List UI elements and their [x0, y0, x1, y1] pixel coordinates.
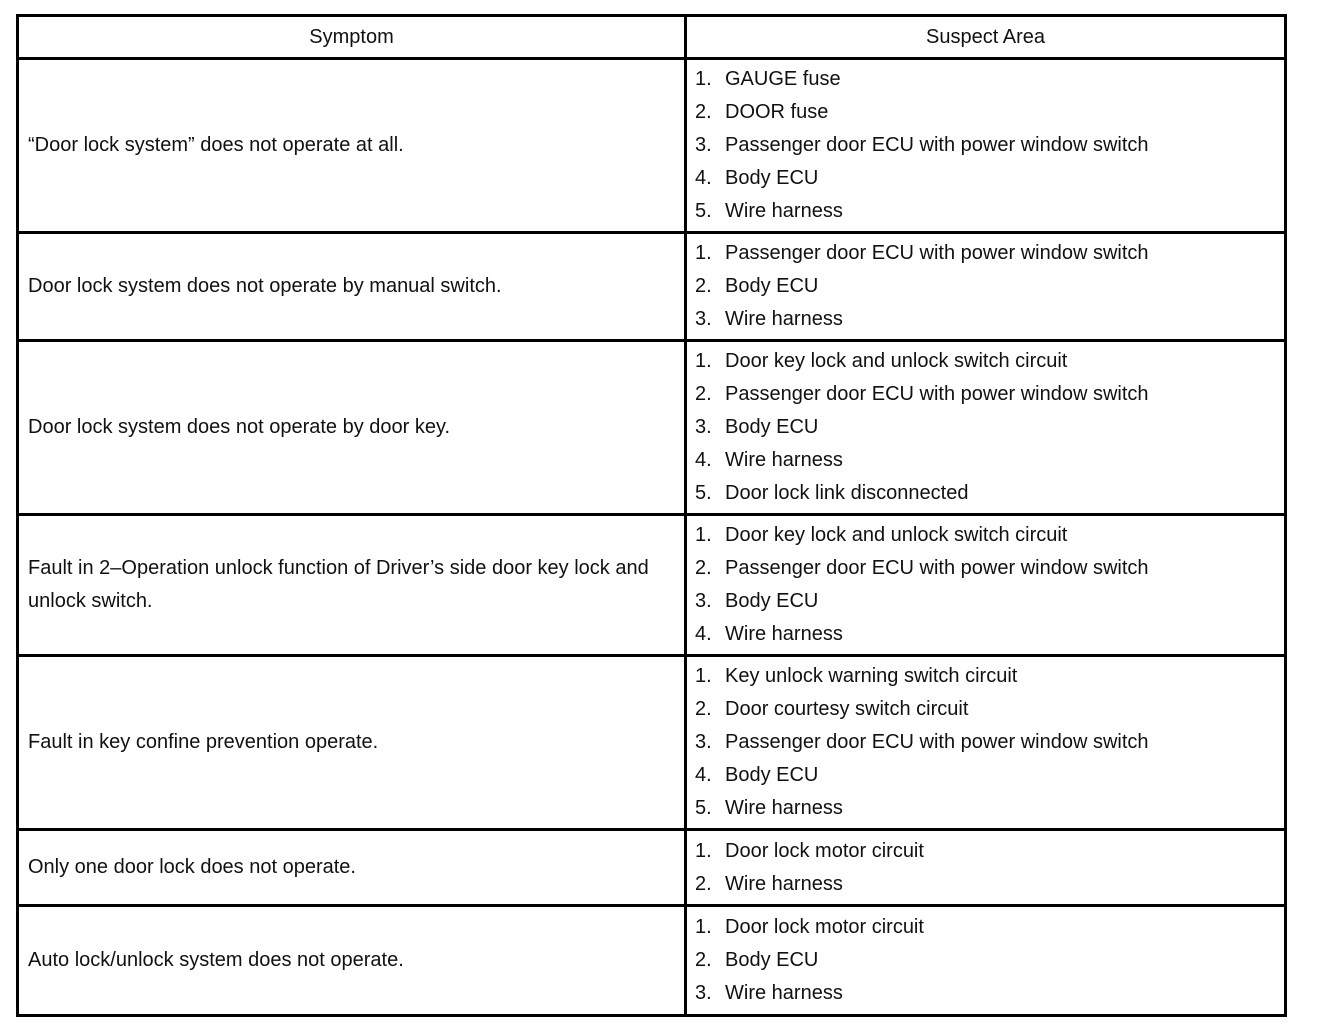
suspect-area-item: [695, 759, 1284, 792]
item-number: 3.: [695, 982, 712, 1004]
suspect-area-item: [695, 129, 1284, 162]
item-number: 2.: [695, 949, 712, 971]
suspect-area-list: [695, 63, 1284, 228]
suspect-area-text: Body ECU: [725, 275, 819, 297]
symptom-cell: Door lock system does not operate by manual switch.: [18, 233, 686, 341]
table-row: [18, 515, 1286, 656]
suspect-area-item: [695, 411, 1284, 444]
item-number: 2.: [695, 275, 712, 297]
suspect-area-text: Door key lock and unlock switch circuit: [725, 350, 1068, 372]
suspect-area-item: [695, 693, 1284, 726]
suspect-area-list: [695, 519, 1284, 651]
suspect-area-item: [695, 519, 1284, 552]
suspect-area-item: [695, 977, 1284, 1010]
suspect-area-item: [695, 585, 1284, 618]
item-number: 2.: [695, 383, 712, 405]
table-row: [18, 59, 1286, 233]
suspect-area-text: Door key lock and unlock switch circuit: [725, 524, 1068, 546]
suspect-area-cell: [686, 656, 1286, 830]
suspect-area-text: Passenger door ECU with power window switch: [725, 383, 1149, 405]
suspect-area-text: Wire harness: [725, 200, 843, 222]
suspect-area-text: DOOR fuse: [725, 101, 829, 123]
suspect-area-item: [695, 63, 1284, 96]
suspect-area-text: Wire harness: [725, 797, 843, 819]
suspect-area-text: Body ECU: [725, 949, 819, 971]
suspect-area-item: [695, 303, 1284, 336]
suspect-area-list: [695, 911, 1284, 1010]
suspect-area-item: [695, 911, 1284, 944]
table-row: [18, 656, 1286, 830]
table-header: [18, 16, 1286, 59]
symptom-table: [16, 14, 1287, 1017]
suspect-area-item: [695, 477, 1284, 510]
suspect-area-column-header: Suspect Area: [686, 16, 1286, 59]
item-number: 4.: [695, 764, 712, 786]
suspect-area-text: Key unlock warning switch circuit: [725, 665, 1018, 687]
item-number: 3.: [695, 308, 712, 330]
item-number: 4.: [695, 449, 712, 471]
suspect-area-item: [695, 378, 1284, 411]
suspect-area-text: Passenger door ECU with power window switch: [725, 134, 1149, 156]
suspect-area-item: [695, 345, 1284, 378]
suspect-area-list: [695, 345, 1284, 510]
suspect-area-item: [695, 835, 1284, 868]
suspect-area-cell: [686, 515, 1286, 656]
suspect-area-cell: [686, 341, 1286, 515]
item-number: 1.: [695, 350, 712, 372]
symptom-cell: “Door lock system” does not operate at all.: [18, 59, 686, 233]
item-number: 2.: [695, 872, 712, 895]
suspect-area-item: [695, 660, 1284, 693]
item-number: 5.: [695, 482, 712, 504]
item-number: 2.: [695, 698, 712, 720]
table-row: [18, 830, 1286, 906]
symptom-column-header: Symptom: [18, 16, 686, 59]
suspect-area-item: [695, 444, 1284, 477]
item-number: 3.: [695, 590, 712, 612]
table-row: [18, 233, 1286, 341]
item-number: 2.: [695, 101, 712, 123]
suspect-area-cell: [686, 59, 1286, 233]
suspect-area-list: [695, 835, 1284, 901]
suspect-area-text: Wire harness: [725, 308, 843, 330]
suspect-area-item: [695, 96, 1284, 129]
item-number: 2.: [695, 557, 712, 579]
item-number: 3.: [695, 731, 712, 753]
suspect-area-text: Wire harness: [725, 449, 843, 471]
suspect-area-item: [695, 162, 1284, 195]
suspect-area-text: GAUGE fuse: [725, 68, 841, 90]
symptom-cell: Fault in 2–Operation unlock function of Driver’s side door key lock and unlock switch.: [18, 515, 686, 656]
item-number: 3.: [695, 416, 712, 438]
suspect-area-cell: [686, 830, 1286, 906]
header-row: [18, 16, 1286, 59]
item-number: 1.: [695, 242, 712, 264]
suspect-area-list: [695, 237, 1284, 336]
suspect-area-text: Passenger door ECU with power window switch: [725, 242, 1149, 264]
suspect-area-text: Body ECU: [725, 416, 819, 438]
item-number: 1.: [695, 916, 712, 938]
suspect-area-list: [695, 660, 1284, 825]
suspect-area-text: Wire harness: [725, 872, 843, 895]
suspect-area-item: [695, 237, 1284, 270]
item-number: 5.: [695, 797, 712, 819]
suspect-area-text: Body ECU: [725, 167, 819, 189]
symptom-cell: Auto lock/unlock system does not operate.: [18, 906, 686, 1016]
item-number: 1.: [695, 665, 712, 687]
suspect-area-item: [695, 792, 1284, 825]
suspect-area-text: Door lock link disconnected: [725, 482, 969, 504]
item-number: 1.: [695, 839, 712, 862]
suspect-area-text: Door lock motor circuit: [725, 916, 924, 938]
suspect-area-text: Body ECU: [725, 764, 819, 786]
suspect-area-item: [695, 618, 1284, 651]
item-number: 4.: [695, 623, 712, 645]
suspect-area-text: Wire harness: [725, 623, 843, 645]
suspect-area-item: [695, 552, 1284, 585]
symptom-cell: Door lock system does not operate by door key.: [18, 341, 686, 515]
suspect-area-text: Body ECU: [725, 590, 819, 612]
suspect-area-text: Wire harness: [725, 982, 843, 1004]
suspect-area-item: [695, 726, 1284, 759]
symptom-cell: Fault in key confine prevention operate.: [18, 656, 686, 830]
suspect-area-item: [695, 270, 1284, 303]
item-number: 1.: [695, 524, 712, 546]
suspect-area-text: Passenger door ECU with power window switch: [725, 731, 1149, 753]
symptom-cell: Only one door lock does not operate.: [18, 830, 686, 906]
table-body: [18, 59, 1286, 1016]
suspect-area-item: [695, 195, 1284, 228]
suspect-area-text: Door lock motor circuit: [725, 839, 924, 862]
item-number: 1.: [695, 68, 712, 90]
suspect-area-text: Door courtesy switch circuit: [725, 698, 969, 720]
suspect-area-text: Passenger door ECU with power window switch: [725, 557, 1149, 579]
table-row: [18, 341, 1286, 515]
suspect-area-cell: [686, 906, 1286, 1016]
item-number: 4.: [695, 167, 712, 189]
suspect-area-item: [695, 944, 1284, 977]
item-number: 3.: [695, 134, 712, 156]
table-row: [18, 906, 1286, 1016]
suspect-area-item: [695, 868, 1284, 901]
item-number: 5.: [695, 200, 712, 222]
suspect-area-cell: [686, 233, 1286, 341]
